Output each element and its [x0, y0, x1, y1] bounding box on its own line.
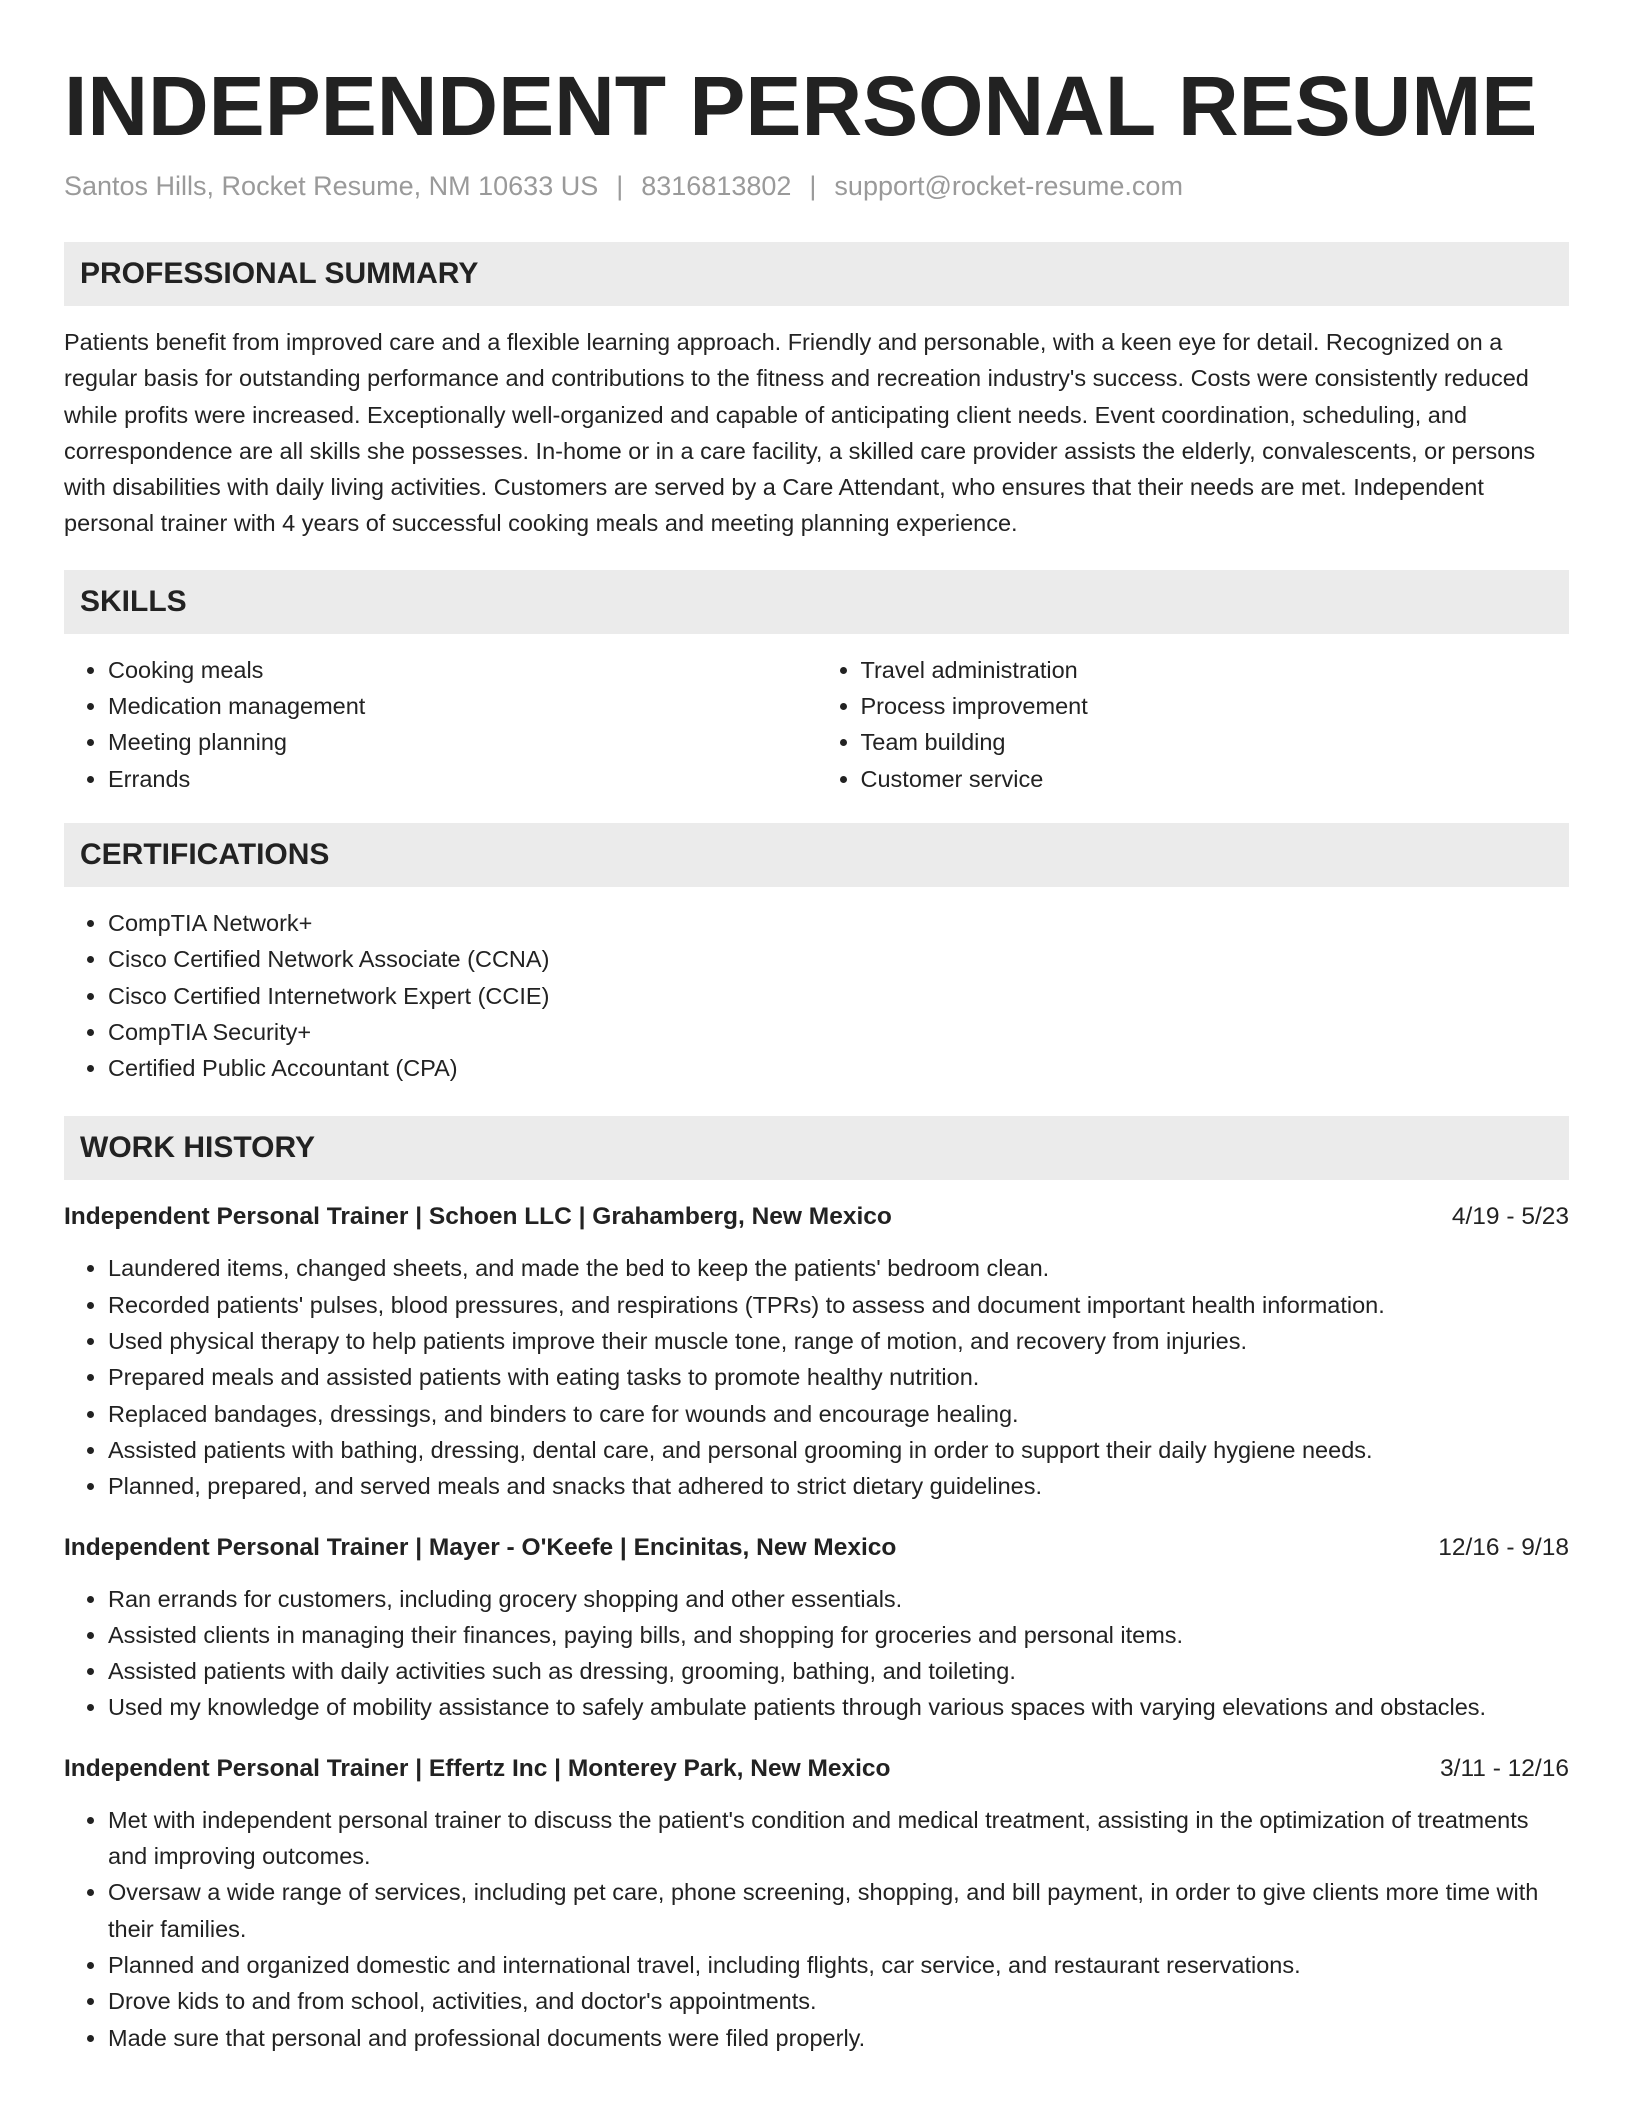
contact-separator: | [809, 171, 817, 201]
job-title: Independent Personal Trainer | Mayer - O'Keefe | Encinitas, New Mexico [64, 1533, 897, 1561]
resume-page [64, 56, 1569, 2056]
job-title: Independent Personal Trainer | Schoen LLC | Grahamberg, New Mexico [64, 1203, 892, 1231]
certifications-list [64, 905, 1569, 1086]
skill-item: • Travel administration [861, 652, 1570, 688]
job-bullet: • Replaced bandages, dressings, and binders to care for wounds and encourage healing. [108, 1396, 1569, 1432]
job-title: Independent Personal Trainer | Effertz Inc | Monterey Park, New Mexico [64, 1754, 891, 1782]
skills-list-right [817, 652, 1570, 797]
job-bullet: • Assisted patients with bathing, dressing, dental care, and personal grooming in order to support their daily hygiene needs. [108, 1432, 1569, 1468]
job-bullet: • Ran errands for customers, including grocery shopping and other essentials. [108, 1581, 1569, 1617]
job-entry [64, 1531, 1569, 1726]
section-header-certifications: CERTIFICATIONS [64, 823, 1569, 887]
job-entry [64, 1200, 1569, 1504]
job-bullets [64, 1802, 1569, 2056]
job-bullet: • Used physical therapy to help patients improve their muscle tone, range of motion, and recovery from injuries. [108, 1323, 1569, 1359]
job-bullet: • Recorded patients' pulses, blood pressures, and respirations (TPRs) to assess and document important health information. [108, 1287, 1569, 1323]
skill-item: • Cooking meals [108, 652, 817, 688]
contact-line [64, 168, 1569, 204]
skill-item: • Process improvement [861, 688, 1570, 724]
job-header [64, 1752, 1569, 1786]
job-bullet: • Planned and organized domestic and international travel, including flights, car service, and restaurant reservations. [108, 1947, 1569, 1983]
skills-list-left [64, 652, 817, 797]
job-bullet: • Oversaw a wide range of services, including pet care, phone screening, shopping, and bill payment, in order to give clients more time with their families. [108, 1874, 1569, 1947]
contact-email: support@rocket-resume.com [834, 171, 1183, 201]
job-entry [64, 1752, 1569, 2056]
skills-grid [64, 652, 1569, 797]
skill-item: • Customer service [861, 761, 1570, 797]
job-dates: 4/19 - 5/23 [1451, 1203, 1569, 1231]
job-bullet: • Planned, prepared, and served meals and snacks that adhered to strict dietary guidelines. [108, 1468, 1569, 1504]
section-header-skills: SKILLS [64, 570, 1569, 634]
certification-item: • Certified Public Accountant (CPA) [108, 1050, 1569, 1086]
job-bullet: • Met with independent personal trainer to discuss the patient's condition and medical treatment, assisting in the optimization of treatments and improving outcomes. [108, 1802, 1569, 1875]
job-bullet: • Assisted patients with daily activities such as dressing, grooming, bathing, and toileting. [108, 1653, 1569, 1689]
job-dates: 12/16 - 9/18 [1438, 1533, 1569, 1561]
contact-separator: | [616, 171, 624, 201]
certification-item: • CompTIA Network+ [108, 905, 1569, 941]
certification-item: • Cisco Certified Network Associate (CCNA) [108, 941, 1569, 977]
section-header-work-history: WORK HISTORY [64, 1116, 1569, 1180]
resume-name: INDEPENDENT PERSONAL RESUME [64, 59, 1538, 153]
skill-item: • Errands [108, 761, 817, 797]
skill-item: • Team building [861, 724, 1570, 760]
skill-item: • Medication management [108, 688, 817, 724]
job-bullet: • Drove kids to and from school, activities, and doctor's appointments. [108, 1983, 1569, 2019]
skill-item: • Meeting planning [108, 724, 817, 760]
contact-phone: 8316813802 [641, 171, 792, 201]
job-header [64, 1531, 1569, 1565]
certification-item: • Cisco Certified Internetwork Expert (CCIE) [108, 978, 1569, 1014]
summary-text: Patients benefit from improved care and a flexible learning approach. Friendly and personable, with a keen eye for detail. Recognized on a regular basis for outstanding performance and contributions to the fitness and recreation industry's success. Costs were consistently reduced while profits were increased. Exceptionally well-organized and capable of anticipating client needs. Event coordination, scheduling, and correspondence are all skills she possesses. In-home or in a care facility, a skilled care provider assists the elderly, convalescents, or persons with disabilities with daily living activities. Customers are served by a Care Attendant, who ensures that their needs are met. Independent personal trainer with 4 years of successful cooking meals and meeting planning experience. [64, 329, 1536, 537]
job-header [64, 1200, 1569, 1234]
job-bullet: • Made sure that personal and professional documents were filed properly. [108, 2020, 1569, 2056]
job-bullet: • Used my knowledge of mobility assistance to safely ambulate patients through various spaces with varying elevations and obstacles. [108, 1689, 1569, 1725]
contact-address: Santos Hills, Rocket Resume, NM 10633 US [64, 171, 599, 201]
job-bullets [64, 1581, 1569, 1726]
job-bullet: • Laundered items, changed sheets, and made the bed to keep the patients' bedroom clean. [108, 1250, 1569, 1286]
job-bullet: • Prepared meals and assisted patients with eating tasks to promote healthy nutrition. [108, 1359, 1569, 1395]
job-bullets [64, 1250, 1569, 1504]
certification-item: • CompTIA Security+ [108, 1014, 1569, 1050]
section-header-summary: PROFESSIONAL SUMMARY [64, 242, 1569, 306]
job-dates: 3/11 - 12/16 [1440, 1754, 1569, 1782]
job-bullet: • Assisted clients in managing their finances, paying bills, and shopping for groceries and personal items. [108, 1617, 1569, 1653]
